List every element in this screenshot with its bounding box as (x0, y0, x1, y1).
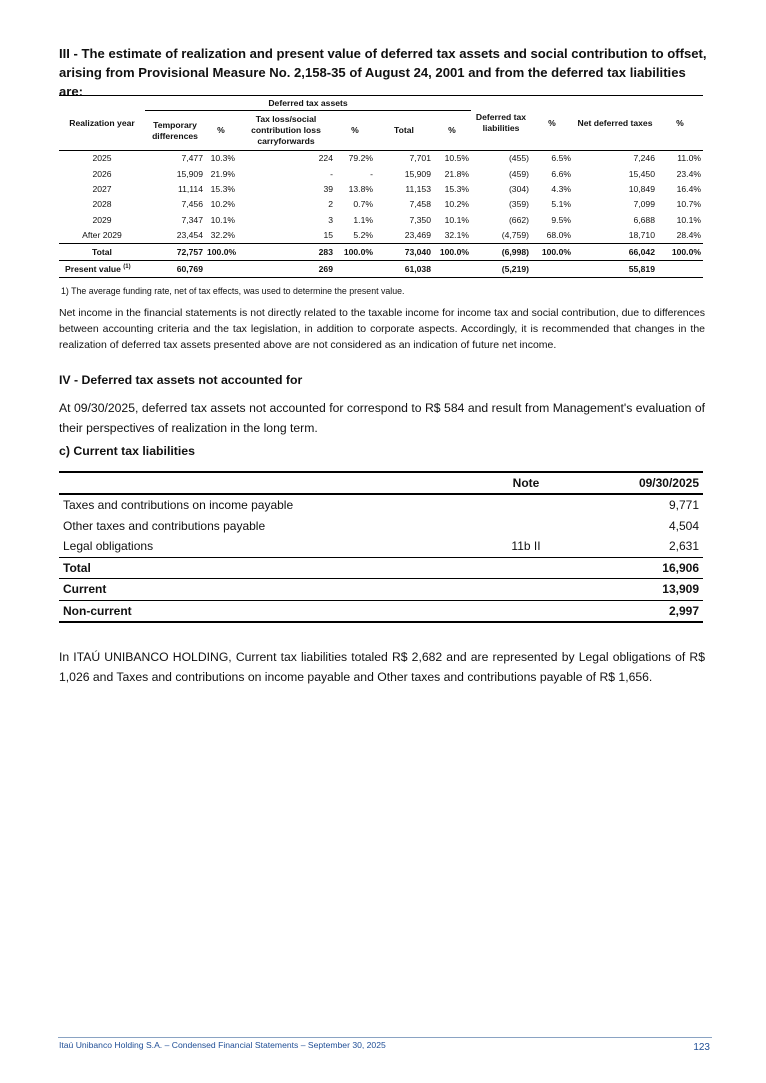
row-note (469, 494, 583, 516)
cell: 10.2% (210, 199, 235, 210)
cell: (459) (508, 168, 529, 179)
col-note: Note (469, 472, 583, 494)
table-row (59, 536, 703, 557)
cell: (662) (508, 214, 529, 225)
cell: 100.0% (335, 244, 375, 261)
table-row (59, 516, 703, 537)
row-value: 16,906 (583, 557, 703, 579)
cell: 23,454 (176, 230, 203, 241)
cell: 10.1% (444, 214, 469, 225)
footer-divider (58, 1037, 712, 1038)
cell: 66,042 (573, 244, 657, 261)
row-value: 4,504 (668, 518, 699, 533)
cell: 18,710 (628, 230, 655, 241)
deferred-tax-table (59, 95, 703, 278)
row-value: 13,909 (583, 579, 703, 601)
table-row (59, 213, 703, 228)
non-current-row (59, 600, 703, 622)
cell: 283 (237, 244, 335, 261)
cell: 15,450 (628, 168, 655, 179)
cell: 100.0% (657, 244, 703, 261)
cell: 15,909 (404, 168, 431, 179)
cell: 5.1% (551, 199, 571, 210)
realization-year-cell: 2028 (92, 199, 112, 210)
cell: 7,701 (409, 153, 431, 164)
cell: 7,347 (181, 214, 203, 225)
realization-year-cell: 2029 (92, 214, 112, 225)
cell: 32.1% (444, 230, 469, 241)
realization-year-cell: 2025 (92, 153, 112, 164)
row-value: 2,997 (583, 600, 703, 622)
col-total-pct: % (448, 125, 456, 135)
total-row (59, 557, 703, 579)
cell: (6,998) (471, 244, 531, 261)
cell: 60,769 (145, 261, 205, 278)
cell: 13.8% (348, 183, 373, 194)
section-c-heading: c) Current tax liabilities (59, 444, 195, 458)
cell: 55,819 (573, 261, 657, 278)
cell: 15,909 (176, 168, 203, 179)
col-temporary: Temporary differences (152, 119, 198, 141)
cell: 224 (318, 153, 333, 164)
col-total: Total (394, 125, 414, 135)
cell: 32.2% (210, 230, 235, 241)
table-row (59, 166, 703, 181)
cell: 11.0% (677, 153, 701, 164)
cell: 11,114 (177, 183, 203, 194)
col-deferred-liab-pct: % (548, 117, 556, 128)
table-row (59, 151, 703, 166)
cell: 10.5% (444, 153, 469, 164)
cell: 100.0% (531, 244, 573, 261)
row-value: 2,631 (668, 539, 699, 554)
row-label: Other taxes and contributions payable (63, 518, 266, 533)
cell: 7,350 (409, 214, 431, 225)
row-label: Legal obligations (63, 539, 154, 554)
cell: - (330, 168, 333, 179)
cell: 6.5% (551, 153, 571, 164)
col-date: 09/30/2025 (583, 472, 703, 494)
net-income-paragraph: Net income in the financial statements is not directly related to the taxable income for income tax and social contribution, due to differences between accounting criteria and the tax legislation, in addition to corporate aspects. Accordingly, it is recommended that changes in the realization of deferred tax assets presented above are not considered as an indication of future net income. (59, 307, 705, 351)
table-row (59, 228, 703, 244)
cell: 28.4% (676, 230, 701, 241)
row-label: Non-current (59, 600, 469, 622)
itau-holding-paragraph: In ITAÚ UNIBANCO HOLDING, Current tax liabilities totaled R$ 2,682 and are represented by Legal obligations of R$ 1,026 and Taxes and contributions on income payable and Other taxes and contributions payable of R$ 1,656. (59, 650, 705, 684)
present-value-row (59, 261, 703, 278)
current-tax-liabilities-table (59, 471, 703, 623)
cell: 7,246 (633, 153, 655, 164)
col-tax-loss: Tax loss/social contribution loss carryforwards (251, 114, 321, 146)
cell: 68.0% (546, 230, 571, 241)
cell: (5,219) (471, 261, 531, 278)
cell: 79.2% (348, 153, 373, 164)
section-iii-heading: III - The estimate of realization and present value of deferred tax assets and social contribution to offset, arising from Provisional Measure No. 2,158-35 of August 24, 2001 and from the deferred tax liabilities are: (59, 46, 707, 99)
cell: 1.1% (353, 214, 373, 225)
cell: 23.4% (676, 168, 701, 179)
cell: (4,759) (501, 230, 529, 241)
table-row (59, 182, 703, 197)
cell: 10,849 (628, 183, 655, 194)
cell: 16.4% (676, 183, 701, 194)
cell: (304) (508, 183, 529, 194)
table-footnote: 1) The average funding rate, net of tax effects, was used to determine the present value. (61, 286, 405, 296)
cell: - (370, 168, 373, 179)
cell: 7,456 (181, 199, 203, 210)
total-label: Total (59, 244, 145, 261)
cell: 10.3% (210, 153, 235, 164)
col-tax-loss-pct: % (351, 125, 359, 135)
cell: 23,469 (404, 230, 431, 241)
section-iv-heading: IV - Deferred tax assets not accounted for (59, 373, 303, 387)
cell: 4.3% (551, 183, 571, 194)
footer-text: Itaú Unibanco Holding S.A. – Condensed Financial Statements – September 30, 2025 (59, 1040, 386, 1050)
col-temporary-pct: % (217, 125, 225, 135)
cell: 7,477 (181, 153, 203, 164)
cell: 0.7% (353, 199, 373, 210)
realization-year-cell: After 2029 (82, 230, 122, 241)
row-note: 11b II (511, 539, 541, 554)
cell: 39 (323, 183, 333, 194)
row-label: Current (59, 579, 469, 601)
col-net-deferred: Net deferred taxes (577, 117, 653, 128)
cell: 2 (328, 199, 333, 210)
present-value-label: Present value $^{(1)}$ (59, 261, 145, 278)
row-note (469, 516, 583, 537)
cell: 11,153 (405, 183, 431, 194)
cell: 15 (323, 230, 333, 241)
total-row (59, 244, 703, 261)
realization-year-cell: 2027 (92, 183, 112, 194)
cell: 10.1% (210, 214, 235, 225)
cell: (359) (508, 199, 529, 210)
table-row (59, 197, 703, 212)
cell: 61,038 (375, 261, 433, 278)
cell: 72,757 (145, 244, 205, 261)
cell: 6.6% (551, 168, 571, 179)
group-deferred-tax-assets: Deferred tax assets (145, 96, 471, 111)
cell: 21.8% (444, 168, 469, 179)
realization-year-cell: 2026 (92, 168, 112, 179)
cell: 73,040 (375, 244, 433, 261)
cell: 3 (328, 214, 333, 225)
row-label: Total (59, 557, 469, 579)
cell: 9.5% (551, 214, 571, 225)
table-row (59, 494, 703, 516)
cell: 6,688 (633, 214, 655, 225)
cell: 100.0% (205, 244, 237, 261)
cell: 10.1% (676, 214, 701, 225)
cell: 269 (237, 261, 335, 278)
cell: 100.0% (433, 244, 471, 261)
page-number: 123 (693, 1042, 710, 1053)
row-value: 9,771 (668, 498, 699, 513)
current-row (59, 579, 703, 601)
col-realization-year: Realization year (69, 117, 135, 128)
row-label: Taxes and contributions on income payable (63, 498, 294, 513)
cell: 7,458 (409, 199, 431, 210)
cell: (455) (508, 153, 529, 164)
footnote-ref: (1) (123, 263, 131, 270)
cell: 5.2% (353, 230, 373, 241)
cell: 21.9% (210, 168, 235, 179)
cell: 15.3% (444, 183, 469, 194)
section-iv-paragraph: At 09/30/2025, deferred tax assets not accounted for correspond to R$ 584 and result from Management's evaluation of their perspectives of realization in the long term. (59, 401, 705, 435)
cell: 15.3% (210, 183, 235, 194)
col-deferred-liabilities: Deferred tax liabilities (475, 112, 527, 133)
col-net-pct: % (676, 117, 684, 128)
cell: 10.2% (444, 199, 469, 210)
cell: 7,099 (633, 199, 655, 210)
cell: 10.7% (676, 199, 701, 210)
